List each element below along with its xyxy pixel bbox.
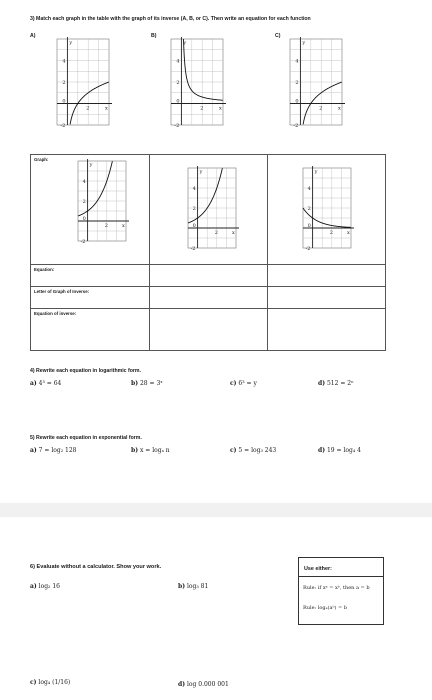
- y-tick-label: 0: [82, 216, 86, 222]
- q6-d-expr: log 0.000 001: [186, 681, 229, 688]
- graph-row-label-cell: [31, 155, 150, 265]
- q6-item-c: [30, 679, 70, 686]
- q6-item-b: [178, 583, 208, 590]
- q4-item-c: [230, 380, 257, 387]
- y-tick-label: 4: [307, 186, 311, 192]
- q5-a-expr: 7 = log₂ 128: [38, 447, 77, 454]
- q4-b-letter: b): [131, 380, 139, 387]
- option-a-label: A): [30, 33, 36, 39]
- equation-row-label: Equation:: [34, 267, 55, 272]
- q4-d-expr: 512 = 2ⁿ: [326, 380, 354, 387]
- q4-a-letter: a): [30, 380, 37, 387]
- q5-d-letter: d): [318, 447, 326, 454]
- x-axis-label: x: [232, 230, 235, 236]
- q5-c-letter: c): [230, 447, 237, 454]
- q5-b-letter: b): [131, 447, 139, 454]
- x-axis-label: x: [122, 223, 125, 229]
- x-tick-label: 2: [86, 105, 90, 112]
- y-tick-label: 2: [176, 80, 180, 86]
- inverse-letter-answer-3[interactable]: [268, 287, 386, 309]
- q4-c-letter: c): [230, 380, 237, 387]
- x-tick-label: 2: [200, 105, 204, 112]
- q4-item-d: [318, 380, 354, 387]
- inverse-letter-label-cell: [31, 287, 150, 309]
- q6-b-expr: log₃ 81: [186, 583, 209, 590]
- q5-d-expr: 19 = log₄ 4: [326, 447, 361, 454]
- y-axis-label: y: [314, 169, 318, 175]
- y-tick-label: 4: [82, 179, 86, 185]
- q5-b-expr: x = logₐ n: [139, 447, 170, 454]
- q5-c-expr: 5 = log₃ 243: [238, 447, 277, 454]
- q6-a-letter: a): [30, 583, 37, 590]
- inverse-equation-answer-2[interactable]: [150, 309, 268, 351]
- page-separator: [0, 503, 432, 517]
- x-tick-label: 2: [329, 230, 333, 236]
- x-tick-label: 2: [214, 230, 218, 236]
- y-tick-label: -2: [174, 123, 180, 128]
- x-axis-label: x: [338, 105, 341, 112]
- q4-a-expr: 4³ = 64: [38, 380, 62, 387]
- equation-answer-2[interactable]: [150, 265, 268, 287]
- y-tick-label: 0: [295, 98, 299, 105]
- q6-d-letter: d): [178, 681, 186, 688]
- option-a-graph: [52, 36, 114, 128]
- x-axis-label: x: [347, 230, 350, 236]
- q5-a-letter: a): [30, 447, 37, 454]
- rules-divider: [299, 576, 383, 577]
- q6-c-expr: log₄ (1/16): [38, 679, 71, 686]
- q6-b-letter: b): [178, 583, 186, 590]
- y-tick-label: -2: [305, 246, 311, 251]
- table-graph-1: [73, 158, 191, 249]
- q4-heading: 4) Rewrite each equation in logarithmic form.: [30, 368, 141, 374]
- y-tick-label: 4: [192, 186, 196, 192]
- y-tick-label: 2: [295, 80, 299, 86]
- matching-table: [30, 154, 386, 351]
- inverse-equation-answer-3[interactable]: [268, 309, 386, 351]
- y-axis-label: y: [89, 162, 93, 168]
- q4-c-expr: 6³ = y: [238, 380, 257, 387]
- y-tick-label: 4: [62, 58, 66, 65]
- y-tick-label: 0: [176, 98, 180, 105]
- graph-row-label: Graph:: [34, 157, 49, 162]
- q6-a-expr: log₂ 16: [38, 583, 60, 590]
- y-tick-label: -2: [293, 123, 299, 128]
- q5-item-b: [131, 447, 170, 454]
- inverse-equation-label-cell: [31, 309, 150, 351]
- x-tick-label: 2: [104, 223, 108, 229]
- equation-label-cell: [31, 265, 150, 287]
- option-c-graph: [285, 36, 347, 128]
- y-tick-label: 0: [192, 223, 196, 229]
- y-tick-label: 4: [295, 58, 299, 65]
- option-b-label: B): [151, 33, 157, 39]
- y-tick-label: -2: [80, 239, 86, 244]
- x-axis-label: x: [219, 105, 222, 112]
- q6-c-letter: c): [30, 679, 37, 686]
- q4-b-expr: 28 = 3ˣ: [139, 380, 163, 387]
- y-tick-label: 4: [176, 58, 180, 65]
- q4-item-a: [30, 380, 61, 387]
- y-axis-label: y: [199, 169, 203, 175]
- inverse-letter-answer-2[interactable]: [150, 287, 268, 309]
- q5-item-a: [30, 447, 76, 454]
- rules-title: Use either:: [304, 566, 332, 572]
- q5-heading: 5) Rewrite each equation in exponential form.: [30, 435, 142, 441]
- y-tick-label: 2: [82, 199, 86, 205]
- equation-answer-3[interactable]: [268, 265, 386, 287]
- table-graph-2: [183, 165, 300, 256]
- inverse-equation-row-label: Equation of inverse:: [34, 311, 77, 316]
- y-tick-label: 2: [62, 80, 66, 86]
- rule-1: Rule: if xᵃ = xᵇ, then a = b: [303, 585, 370, 591]
- option-b-graph: [166, 36, 228, 128]
- q6-heading: 6) Evaluate without a calculator. Show your work.: [30, 564, 162, 570]
- q5-item-c: [230, 447, 276, 454]
- rules-box: [298, 557, 384, 625]
- q6-item-d: [178, 681, 229, 688]
- y-axis-label: y: [69, 40, 73, 46]
- inverse-letter-row-label: Letter of Graph of Inverse:: [34, 289, 90, 294]
- q4-d-letter: d): [318, 380, 326, 387]
- x-tick-label: 2: [319, 105, 323, 112]
- y-tick-label: 0: [307, 223, 311, 229]
- table-graph-3: [298, 165, 415, 256]
- y-tick-label: -2: [60, 123, 66, 128]
- y-tick-label: -2: [190, 246, 196, 251]
- q4-item-b: [131, 380, 163, 387]
- y-axis-label: y: [183, 40, 187, 46]
- x-axis-label: x: [105, 105, 108, 112]
- y-tick-label: 2: [192, 206, 196, 212]
- q6-item-a: [30, 583, 60, 590]
- q3-heading: 3) Match each graph in the table with the graph of its inverse (A, B, or C). Then write an equation for each function: [30, 16, 311, 22]
- rule-2: Rule: logₐ(aᵇ) = b: [303, 605, 348, 611]
- y-tick-label: 0: [62, 98, 66, 105]
- option-c-label: C): [275, 33, 281, 39]
- y-tick-label: 2: [307, 206, 311, 212]
- y-axis-label: y: [302, 40, 306, 46]
- q5-item-d: [318, 447, 361, 454]
